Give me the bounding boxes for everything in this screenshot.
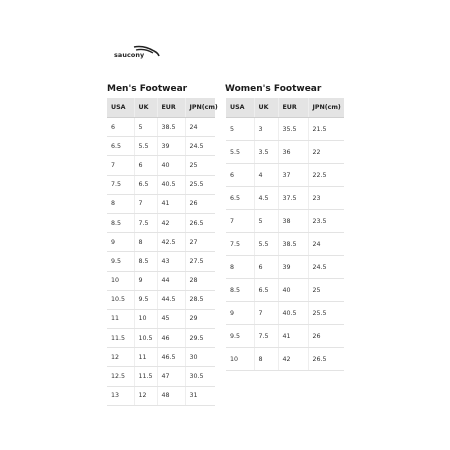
table-cell: 8.5	[107, 213, 134, 232]
table-cell: 13	[107, 386, 134, 405]
table-cell: 44	[157, 271, 185, 290]
table-row	[107, 386, 215, 405]
table-cell: 29	[185, 309, 215, 328]
table-row	[226, 141, 344, 164]
table-row	[107, 329, 215, 348]
table-row	[107, 156, 215, 175]
table-cell: 45	[157, 309, 185, 328]
table-cell: 36	[278, 141, 308, 164]
table-row	[107, 118, 215, 137]
mens-size-table	[107, 98, 218, 406]
table-cell: 8	[107, 194, 134, 213]
table-cell: 24	[308, 233, 344, 256]
table-cell: 26	[308, 325, 344, 348]
table-cell: 44.5	[157, 290, 185, 309]
table-cell: 25	[185, 156, 215, 175]
table-cell: 35.5	[278, 118, 308, 141]
table-cell: 48	[157, 386, 185, 405]
table-cell: 9.5	[226, 325, 254, 348]
table-cell: 10.5	[134, 329, 157, 348]
table-cell: 5	[226, 118, 254, 141]
table-cell: 9.5	[134, 290, 157, 309]
column-header: USA	[107, 98, 134, 118]
table-row	[107, 233, 215, 252]
table-cell: 7.5	[226, 233, 254, 256]
table-cell: 12	[134, 386, 157, 405]
table-cell: 27	[185, 233, 215, 252]
table-cell: 11.5	[134, 367, 157, 386]
table-row	[107, 271, 215, 290]
table-cell: 37	[278, 164, 308, 187]
column-header: UK	[134, 98, 157, 118]
table-cell: 42.5	[157, 233, 185, 252]
table-row	[107, 194, 215, 213]
table-cell: 5	[134, 118, 157, 137]
table-cell: 11	[134, 348, 157, 367]
table-cell: 38	[278, 210, 308, 233]
womens-size-table	[226, 98, 344, 371]
column-header: EUR	[157, 98, 185, 118]
table-cell: 11	[107, 309, 134, 328]
table-cell: 41	[278, 325, 308, 348]
table-cell: 40.5	[278, 302, 308, 325]
table-cell: 38.5	[278, 233, 308, 256]
table-cell: 6	[226, 164, 254, 187]
table-cell: 42	[157, 213, 185, 232]
table-cell: 6.5	[107, 137, 134, 156]
table-cell: 43	[157, 252, 185, 271]
table-row	[107, 348, 215, 367]
column-header: EUR	[278, 98, 308, 118]
brand-logo	[114, 44, 160, 64]
table-cell: 10	[226, 348, 254, 371]
table-cell: 6	[254, 256, 278, 279]
column-header: JPN(cm)	[185, 98, 215, 118]
table-row	[107, 252, 215, 271]
table-row	[107, 213, 215, 232]
table-cell: 8	[134, 233, 157, 252]
table-cell: 7	[226, 210, 254, 233]
table-row	[226, 348, 344, 371]
table-cell: 22	[308, 141, 344, 164]
table-cell: 11.5	[107, 329, 134, 348]
table-cell: 27.5	[185, 252, 215, 271]
table-row	[226, 187, 344, 210]
table-cell: 5.5	[254, 233, 278, 256]
table-row	[226, 233, 344, 256]
table-cell: 9	[107, 233, 134, 252]
table-row	[226, 164, 344, 187]
mens-footwear-heading: Men's Footwear	[107, 84, 188, 94]
table-row	[107, 137, 215, 156]
table-cell: 39	[157, 137, 185, 156]
table-cell: 46.5	[157, 348, 185, 367]
table-cell: 41	[157, 194, 185, 213]
table-cell: 7.5	[107, 175, 134, 194]
table-cell: 21.5	[308, 118, 344, 141]
table-cell: 12.5	[107, 367, 134, 386]
table-row	[226, 256, 344, 279]
column-header: UK	[254, 98, 278, 118]
brand-wordmark: saucony	[114, 51, 145, 59]
table-cell: 28	[185, 271, 215, 290]
table-row	[226, 279, 344, 302]
table-cell: 22.5	[308, 164, 344, 187]
table-cell: 42	[278, 348, 308, 371]
table-cell: 9	[226, 302, 254, 325]
table-cell: 10	[134, 309, 157, 328]
table-header-row	[226, 98, 344, 118]
table-cell: 30	[185, 348, 215, 367]
table-cell: 9.5	[107, 252, 134, 271]
table-cell: 4.5	[254, 187, 278, 210]
table-cell: 24	[185, 118, 215, 137]
table-cell: 7	[254, 302, 278, 325]
table-cell: 40	[157, 156, 185, 175]
table-cell: 8	[254, 348, 278, 371]
table-cell: 7.5	[254, 325, 278, 348]
table-cell: 26.5	[308, 348, 344, 371]
table-cell: 30.5	[185, 367, 215, 386]
table-cell: 8.5	[226, 279, 254, 302]
table-cell: 8	[226, 256, 254, 279]
table-cell: 31	[185, 386, 215, 405]
table-row	[226, 118, 344, 141]
table-cell: 6.5	[134, 175, 157, 194]
womens-footwear-heading: Women's Footwear	[225, 84, 322, 94]
table-cell: 7.5	[134, 213, 157, 232]
table-cell: 7	[107, 156, 134, 175]
table-row	[226, 325, 344, 348]
table-cell: 3.5	[254, 141, 278, 164]
column-header: USA	[226, 98, 254, 118]
table-cell: 8.5	[134, 252, 157, 271]
table-cell: 12	[107, 348, 134, 367]
table-cell: 25.5	[185, 175, 215, 194]
table-cell: 9	[134, 271, 157, 290]
table-cell: 5.5	[226, 141, 254, 164]
table-cell: 38.5	[157, 118, 185, 137]
table-cell: 10.5	[107, 290, 134, 309]
table-row	[107, 290, 215, 309]
table-cell: 23.5	[308, 210, 344, 233]
table-cell: 26	[185, 194, 215, 213]
table-cell: 23	[308, 187, 344, 210]
table-cell: 29.5	[185, 329, 215, 348]
table-cell: 39	[278, 256, 308, 279]
table-cell: 47	[157, 367, 185, 386]
table-cell: 24.5	[185, 137, 215, 156]
table-row	[107, 309, 215, 328]
table-cell: 3	[254, 118, 278, 141]
column-header: JPN(cm)	[308, 98, 344, 118]
table-cell: 6.5	[254, 279, 278, 302]
table-row	[107, 367, 215, 386]
table-row	[107, 175, 215, 194]
table-cell: 24.5	[308, 256, 344, 279]
table-cell: 6	[134, 156, 157, 175]
table-cell: 46	[157, 329, 185, 348]
table-header-row	[107, 98, 215, 118]
table-cell: 4	[254, 164, 278, 187]
table-cell: 25	[308, 279, 344, 302]
table-cell: 40.5	[157, 175, 185, 194]
table-cell: 6.5	[226, 187, 254, 210]
table-cell: 28.5	[185, 290, 215, 309]
table-cell: 7	[134, 194, 157, 213]
table-cell: 5.5	[134, 137, 157, 156]
table-cell: 40	[278, 279, 308, 302]
table-row	[226, 210, 344, 233]
table-row	[226, 302, 344, 325]
table-cell: 25.5	[308, 302, 344, 325]
table-cell: 5	[254, 210, 278, 233]
table-cell: 6	[107, 118, 134, 137]
table-cell: 37.5	[278, 187, 308, 210]
table-cell: 10	[107, 271, 134, 290]
table-cell: 26.5	[185, 213, 215, 232]
